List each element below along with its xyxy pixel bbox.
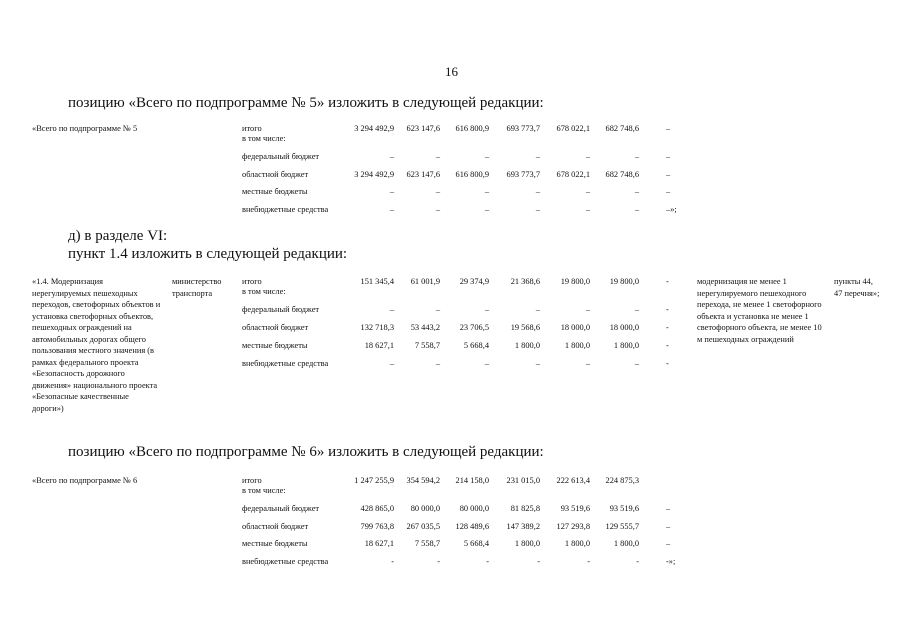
table-cell: 623 147,6 — [406, 124, 440, 133]
row-tail: - — [666, 359, 669, 368]
table-cell: 80 000,0 — [410, 504, 440, 513]
table-cell: 5 668,4 — [463, 341, 489, 350]
row-label: внебюджетные средства — [242, 205, 329, 214]
table-cell: – — [585, 305, 590, 314]
table-cell: 222 613,4 — [556, 476, 590, 485]
row-tail: – — [666, 152, 671, 161]
row-label: областной бюджет — [242, 522, 309, 531]
table-cell: – — [535, 205, 540, 214]
table-cell: – — [435, 187, 440, 196]
table-cell: 1 800,0 — [564, 341, 590, 350]
table-cell: - — [537, 557, 540, 566]
table-cell: 19 800,0 — [560, 277, 590, 286]
table-cell: – — [535, 187, 540, 196]
row-label: федеральный бюджет — [242, 504, 320, 513]
row-label: внебюджетные средства — [242, 359, 329, 368]
table2-executor: министерство транспорта — [172, 277, 222, 298]
table-cell: 224 875,3 — [605, 476, 639, 485]
table-cell: – — [435, 305, 440, 314]
row-label: федеральный бюджет — [242, 305, 320, 314]
row-label: итого — [242, 124, 262, 133]
table-cell: 61 001,9 — [410, 277, 440, 286]
table-cell: – — [634, 205, 639, 214]
row-tail: - — [666, 341, 669, 350]
table-cell: 18 000,0 — [609, 323, 639, 332]
row-label: итого — [242, 277, 262, 286]
row-label: областной бюджет — [242, 323, 309, 332]
row-tail: - — [666, 305, 669, 314]
table-cell: – — [535, 305, 540, 314]
table-cell: 93 519,6 — [609, 504, 639, 513]
heading-section-vi: д) в разделе VI: — [68, 228, 168, 244]
table-cell: 132 718,3 — [360, 323, 394, 332]
table-cell: - — [636, 557, 639, 566]
row-tail: – — [666, 504, 671, 513]
row-label: местные бюджеты — [242, 187, 308, 196]
row-tail: -»; — [666, 557, 676, 566]
table-cell: 1 800,0 — [514, 539, 540, 548]
table1-name: «Всего по подпрограмме № 5 — [32, 124, 138, 133]
row-tail: – — [666, 170, 671, 179]
row-sublabel: в том числе: — [242, 134, 286, 143]
table-cell: – — [484, 359, 489, 368]
table-cell: 53 443,2 — [410, 323, 440, 332]
table-cell: – — [389, 205, 394, 214]
row-label: местные бюджеты — [242, 539, 308, 548]
table-cell: – — [535, 359, 540, 368]
row-tail: – — [666, 539, 671, 548]
table-cell: – — [484, 152, 489, 161]
row-label: федеральный бюджет — [242, 152, 320, 161]
table-cell: 428 865,0 — [360, 504, 394, 513]
table-cell: 23 706,5 — [459, 323, 489, 332]
table-cell: – — [634, 152, 639, 161]
row-sublabel: в том числе: — [242, 287, 286, 296]
table-cell: – — [585, 187, 590, 196]
table-cell: – — [484, 205, 489, 214]
row-tail: - — [666, 277, 669, 286]
table-cell: – — [585, 359, 590, 368]
table-cell: – — [634, 305, 639, 314]
table-cell: – — [435, 152, 440, 161]
table-cell: 19 800,0 — [609, 277, 639, 286]
table-cell: – — [484, 305, 489, 314]
row-tail: - — [666, 323, 669, 332]
table-cell: 1 800,0 — [613, 539, 639, 548]
table2-name: «1.4. Модернизация нерегулируемых пешеходных переходов, светофорных объектов и установка светофорных объектов, пешеходных ограждений на автомобильных дорогах общего пользования местного значения (в рамках федерального проекта «Безопасность дорожного движения» национального проекта «Безопасные качественные дороги») — [32, 277, 161, 413]
table-cell: 682 748,6 — [605, 124, 639, 133]
row-tail: – — [666, 124, 671, 133]
table-cell: 693 773,7 — [506, 124, 540, 133]
table-cell: – — [435, 359, 440, 368]
table-cell: 151 345,4 — [360, 277, 394, 286]
table-cell: – — [535, 152, 540, 161]
table-cell: 7 558,7 — [414, 341, 440, 350]
table3-name: «Всего по подпрограмме № 6 — [32, 476, 138, 485]
row-tail: – — [666, 187, 671, 196]
table-cell: 678 022,1 — [556, 170, 590, 179]
table-cell: 3 294 492,9 — [354, 170, 394, 179]
table-cell: – — [389, 187, 394, 196]
table-cell: 18 627,1 — [364, 341, 394, 350]
table-cell: – — [634, 187, 639, 196]
table-cell: - — [486, 557, 489, 566]
table-cell: - — [437, 557, 440, 566]
table-cell: – — [389, 359, 394, 368]
table-cell: 19 568,6 — [510, 323, 540, 332]
table-cell: 21 368,6 — [510, 277, 540, 286]
table-cell: - — [391, 557, 394, 566]
table2-result: модернизация не менее 1 нерегулируемого пешеходного перехода, не менее 1 светофорного объекта и установка не менее 1 светофорного объекта, не менее 10 м пешеходных ограждений — [697, 277, 822, 344]
table-cell: – — [484, 187, 489, 196]
heading-subprogram-5: позицию «Всего по подпрограмме № 5» изложить в следующей редакции: — [68, 95, 544, 111]
page-number: 16 — [445, 64, 458, 79]
row-label: итого — [242, 476, 262, 485]
table-cell: 29 374,9 — [459, 277, 489, 286]
table-cell: 799 763,8 — [360, 522, 394, 531]
table-cell: 682 748,6 — [605, 170, 639, 179]
table-cell: 128 489,6 — [455, 522, 489, 531]
table-cell: 214 158,0 — [455, 476, 489, 485]
table-cell: 623 147,6 — [406, 170, 440, 179]
table-cell: 616 800,9 — [455, 124, 489, 133]
row-label: областной бюджет — [242, 170, 309, 179]
table-cell: – — [389, 152, 394, 161]
table-cell: 5 668,4 — [463, 539, 489, 548]
table-cell: – — [585, 205, 590, 214]
table-cell: – — [389, 305, 394, 314]
heading-item-1-4: пункт 1.4 изложить в следующей редакции: — [68, 246, 348, 262]
table-cell: – — [585, 152, 590, 161]
table-cell: 7 558,7 — [414, 539, 440, 548]
table-cell: 3 294 492,9 — [354, 124, 394, 133]
table-cell: 693 773,7 — [506, 170, 540, 179]
table-cell: 678 022,1 — [556, 124, 590, 133]
table-cell: 81 825,8 — [510, 504, 540, 513]
row-label: внебюджетные средства — [242, 557, 329, 566]
table-cell: 1 800,0 — [564, 539, 590, 548]
table-cell: – — [435, 205, 440, 214]
table-cell: 129 555,7 — [605, 522, 639, 531]
table-cell: 267 035,5 — [406, 522, 440, 531]
row-tail: – — [666, 522, 671, 531]
table-cell: 80 000,0 — [459, 504, 489, 513]
row-sublabel: в том числе: — [242, 486, 286, 495]
table-cell: 127 293,8 — [556, 522, 590, 531]
table-cell: - — [587, 557, 590, 566]
row-label: местные бюджеты — [242, 341, 308, 350]
table-cell: 18 000,0 — [560, 323, 590, 332]
table-cell: 147 389,2 — [506, 522, 540, 531]
table-cell: 1 247 255,9 — [354, 476, 394, 485]
heading-subprogram-6: позицию «Всего по подпрограмме № 6» изложить в следующей редакции: — [68, 444, 544, 460]
table2-points: пункты 44, 47 перечня»; — [834, 277, 880, 298]
table-cell: 93 519,6 — [560, 504, 590, 513]
table-cell: 1 800,0 — [514, 341, 540, 350]
row-tail: –»; — [666, 205, 677, 214]
table-cell: 616 800,9 — [455, 170, 489, 179]
table-cell: 1 800,0 — [613, 341, 639, 350]
table-cell: 18 627,1 — [364, 539, 394, 548]
table-cell: 231 015,0 — [506, 476, 540, 485]
table-cell: – — [634, 359, 639, 368]
table-cell: 354 594,2 — [406, 476, 440, 485]
